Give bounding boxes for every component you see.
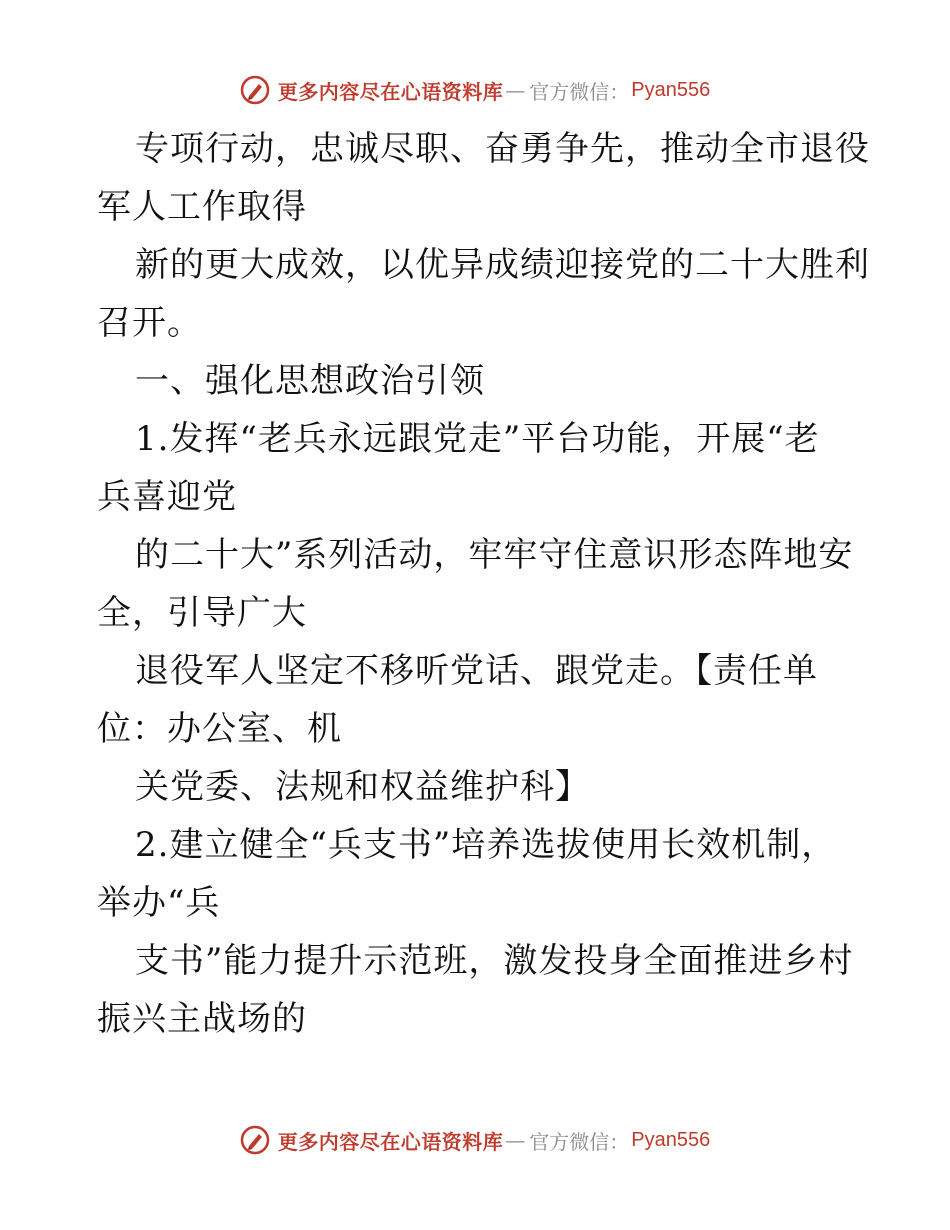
text-line: 的二十大”系列活动，牢牢守住意识形态阵地安	[135, 535, 854, 575]
document-body	[97, 120, 870, 1048]
header-watermark	[0, 70, 950, 110]
watermark-wechat-id: Pyan556	[631, 1128, 711, 1151]
text-line: 举办“兵	[97, 883, 221, 923]
text-line: 新的更大成效，以优异成绩迎接党的二十大胜利	[135, 245, 870, 285]
watermark-site: 更多内容尽在心语资料库	[277, 79, 504, 104]
pen-logo-icon	[240, 1125, 270, 1155]
watermark-separator: —	[505, 1128, 526, 1152]
watermark-text	[278, 76, 710, 105]
watermark-text	[278, 1126, 710, 1155]
section-heading: 一、强化思想政治引领	[135, 361, 485, 401]
text-line: 关党委、法规和权益维护科】	[135, 767, 590, 807]
text-line: 2.建立健全“兵支书”培养选拔使用长效机制，	[135, 825, 837, 865]
pen-logo-icon	[240, 75, 270, 105]
watermark-wechat-label: 官方微信：	[529, 1129, 630, 1154]
watermark-wechat-id: Pyan556	[631, 78, 711, 101]
text-line: 兵喜迎党	[97, 477, 237, 517]
text-line: 军人工作取得	[97, 187, 307, 227]
text-line: 振兴主战场的	[97, 999, 307, 1039]
watermark-separator: —	[505, 78, 526, 102]
text-line: 召开。	[97, 303, 202, 343]
text-line: 支书”能力提升示范班，激发投身全面推进乡村	[135, 941, 854, 981]
text-line: 专项行动，忠诚尽职、奋勇争先，推动全市退役	[135, 129, 870, 169]
footer-watermark	[0, 1120, 950, 1160]
text-line: 全，引导广大	[97, 593, 307, 633]
text-line: 退役军人坚定不移听党话、跟党走。【责任单	[135, 651, 818, 691]
watermark-wechat-label: 官方微信：	[529, 79, 630, 104]
text-line: 1.发挥“老兵永远跟党走”平台功能，开展“老	[135, 419, 820, 459]
text-line: 位：办公室、机	[97, 709, 342, 749]
watermark-site: 更多内容尽在心语资料库	[277, 1129, 504, 1154]
